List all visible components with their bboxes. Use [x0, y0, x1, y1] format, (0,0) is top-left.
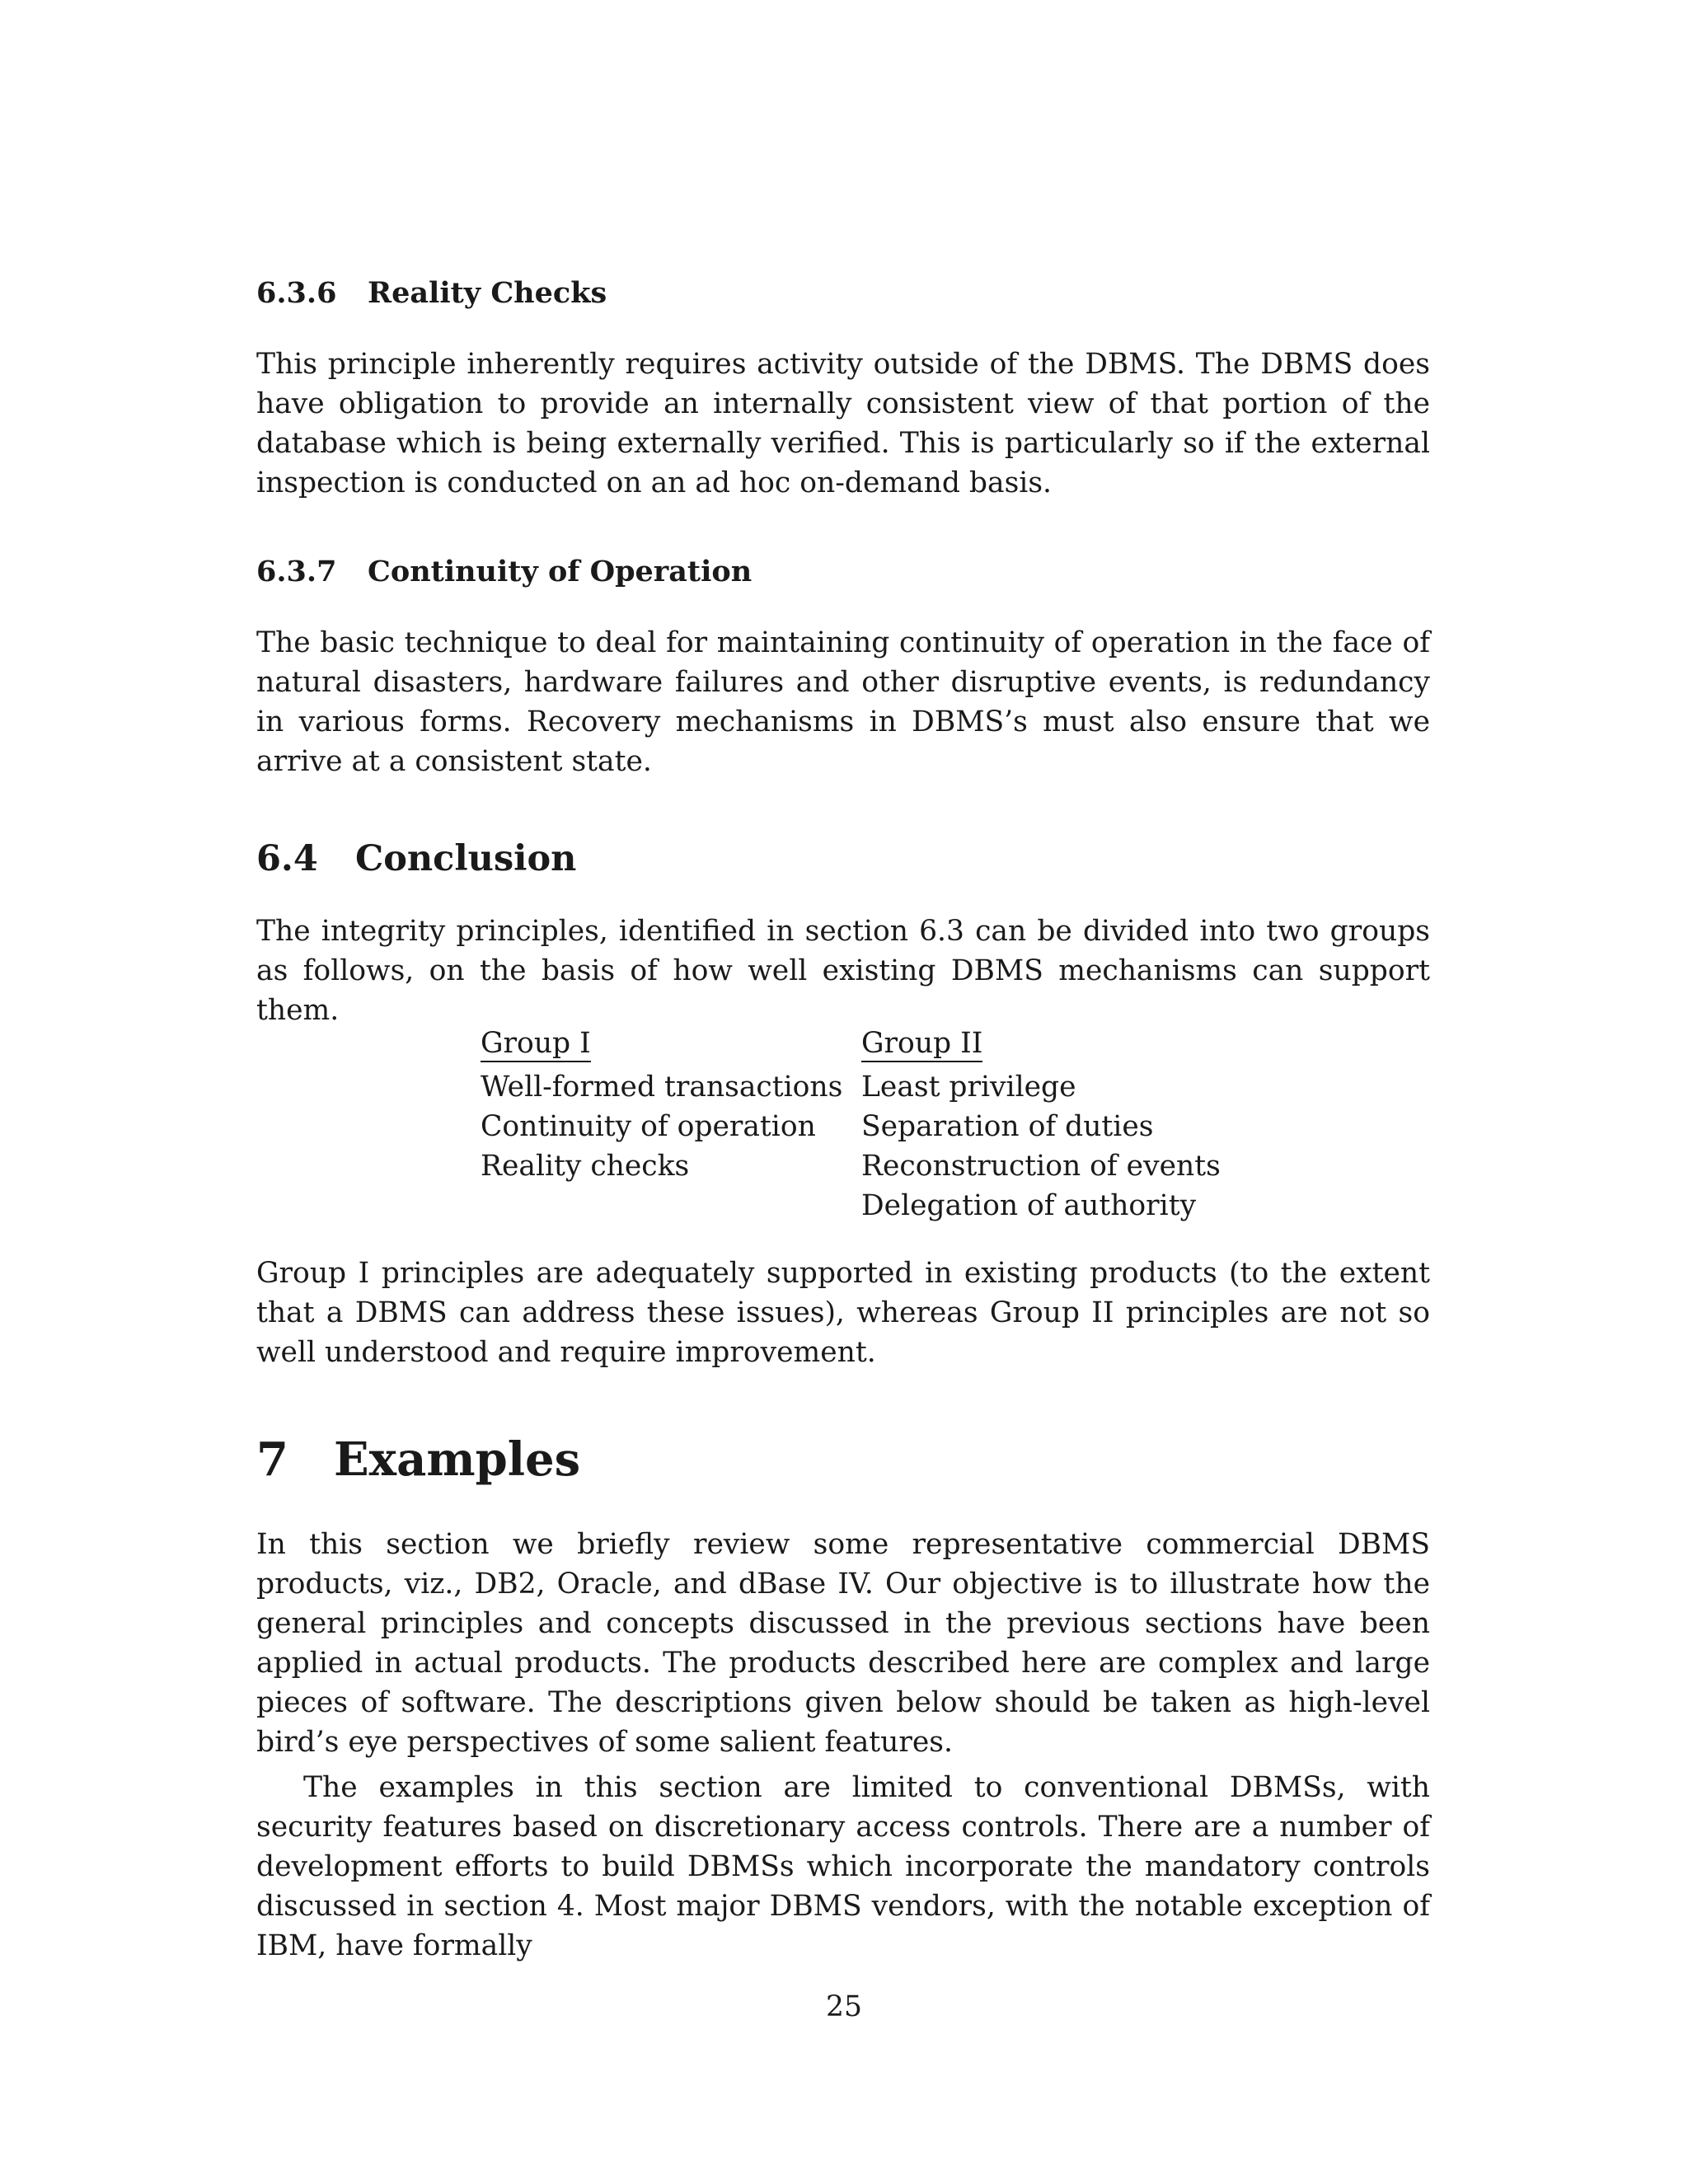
group-two-item: Delegation of authority: [861, 1189, 1197, 1222]
group-one-item: Continuity of operation: [481, 1110, 816, 1143]
subsection-number: 6.3.6: [256, 276, 337, 310]
group-two-header: Group II: [861, 1026, 982, 1062]
chapter-heading-examples: [256, 1432, 580, 1487]
section-title: Conclusion: [355, 838, 577, 879]
paragraph-conclusion-outro: Group I principles are adequately supported in existing products (to the extent that a DBMS can address these issues), whereas Group II principles are not so well understood and require improvement.: [256, 1257, 1430, 1369]
group-one-header: Group I: [481, 1026, 591, 1062]
chapter-number: 7: [256, 1432, 288, 1487]
group-two-item: Least privilege: [861, 1071, 1076, 1104]
group-two-item: Reconstruction of events: [861, 1150, 1221, 1183]
group-two-column: [861, 1024, 1221, 1226]
subsection-number: 6.3.7: [256, 555, 337, 588]
group-one-item: Well-formed transactions: [481, 1071, 843, 1104]
page-number: 25: [826, 1990, 862, 2023]
paragraph-examples-1: In this section we briefly review some representative commercial DBMS products, viz., DB2, Oracle, and dBase IV. Our objective is to illustrate how the general principles and concepts discussed in the previous sections have been applied in actual products. The products described here are complex and large pieces of software. The descriptions given below should be taken as high-level bird’s eye perspectives of some salient features.: [256, 1528, 1430, 1759]
subsection-heading-reality-checks: [256, 275, 607, 312]
paragraph-continuity-of-operation: The basic technique to deal for maintaining continuity of operation in the face of natural disasters, hardware failures and other disruptive events, is redundancy in various forms. Recovery mechanisms in DBMS’s must also ensure that we arrive at a consistent state.: [256, 626, 1430, 778]
section-heading-conclusion: [256, 837, 576, 880]
group-one-column: [481, 1024, 842, 1186]
section-number: 6.4: [256, 838, 318, 879]
subsection-title: Reality Checks: [368, 276, 607, 310]
group-two-item: Separation of duties: [861, 1110, 1154, 1143]
paragraph-examples-2: The examples in this section are limited to conventional DBMSs, with security features based on discretionary access controls. There are a number of development efforts to build DBMSs which incorporate the mandatory controls discussed in section 4. Most major DBMS vendors, with the notable exception of IBM, have formally: [256, 1771, 1430, 1962]
subsection-heading-continuity-of-operation: [256, 554, 752, 590]
subsection-title: Continuity of Operation: [368, 555, 753, 588]
group-one-item: Reality checks: [481, 1150, 690, 1183]
chapter-title: Examples: [334, 1432, 581, 1487]
paragraph-reality-checks: This principle inherently requires activity outside of the DBMS. The DBMS does have obligation to provide an internally consistent view of that portion of the database which is being externally verified. This is particularly so if the external inspection is conducted on an ad hoc on-demand basis.: [256, 348, 1430, 499]
paragraph-conclusion-intro: The integrity principles, identified in section 6.3 can be divided into two groups as follows, on the basis of how well existing DBMS mechanisms can support them.: [256, 915, 1430, 1027]
